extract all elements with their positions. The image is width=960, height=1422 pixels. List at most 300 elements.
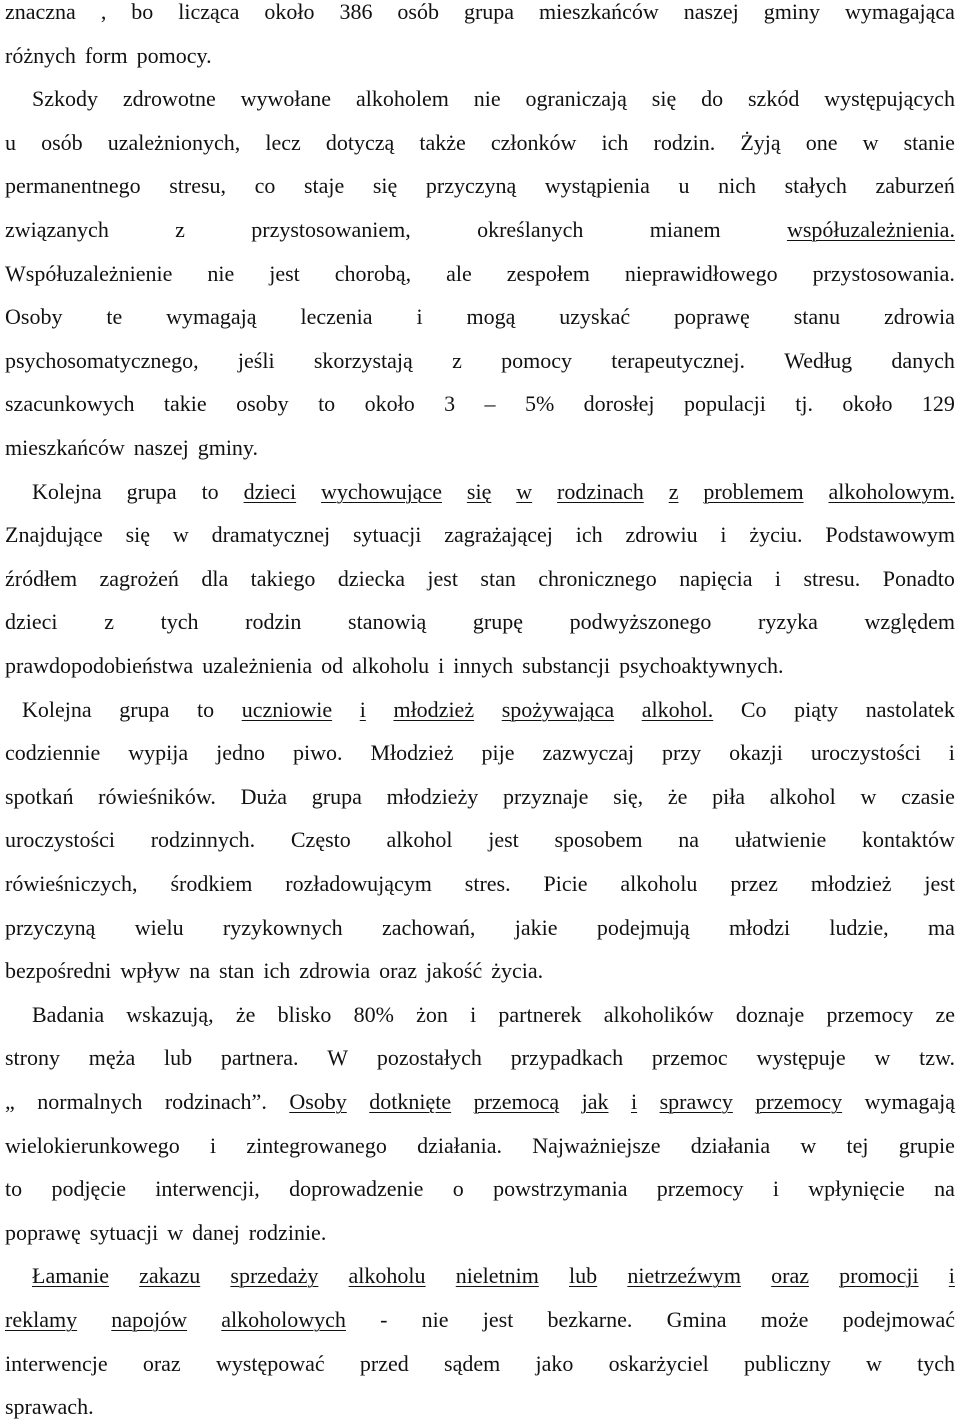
word: one (805, 129, 838, 155)
word: stan (480, 565, 516, 591)
word: do (701, 86, 724, 112)
word: w (860, 783, 877, 809)
word: Według (784, 347, 853, 373)
word: piąty (794, 696, 839, 722)
word: rodzinach (557, 478, 644, 504)
word: sprawcy (659, 1089, 733, 1114)
text-line (5, 869, 955, 899)
text-line (5, 738, 955, 768)
text-line (5, 84, 955, 114)
word: zachowań, (381, 914, 476, 940)
word: jest (427, 565, 458, 591)
text-line (5, 1000, 955, 1030)
text-line (5, 651, 955, 681)
word: z (175, 217, 185, 242)
word: populacji (683, 391, 766, 417)
word: interwencji, (155, 1176, 260, 1202)
word: i (948, 1263, 955, 1289)
word: chorobą, (334, 260, 412, 286)
word: danych (891, 347, 955, 373)
word: Co (740, 696, 767, 722)
word: nastolatek (865, 696, 955, 722)
word: zaburzeń (875, 173, 955, 199)
word: 386 (339, 0, 373, 24)
word: może (760, 1307, 809, 1332)
word: Młodzież (370, 740, 454, 766)
word: oraz (142, 1350, 181, 1376)
word: młodzież (393, 696, 475, 722)
word: tj. (795, 391, 813, 417)
word: wymagająca (844, 0, 955, 24)
text-line (5, 0, 955, 27)
word: napięcia (679, 565, 753, 591)
word: lub (164, 1045, 193, 1071)
word: Picie (543, 871, 588, 896)
word: i (438, 653, 445, 678)
word: i (416, 304, 423, 330)
word: gminy (763, 0, 820, 24)
word: życia. (491, 958, 544, 984)
word: spotkań (5, 783, 74, 809)
word: osób (397, 0, 439, 24)
word: leczenia (300, 304, 373, 330)
word: co (254, 173, 276, 199)
word: alkoholików (603, 1001, 714, 1027)
word: w (167, 1219, 184, 1245)
text-line (5, 1218, 955, 1248)
word: nie (421, 1307, 449, 1332)
text-line (5, 1174, 955, 1204)
word: sytuacji (352, 522, 422, 548)
word: się (466, 478, 492, 504)
word: zagrażającej (444, 522, 553, 548)
word: staje (303, 173, 345, 199)
word: naszej (133, 435, 189, 460)
word: mogą (466, 304, 516, 330)
word: wypija (128, 740, 189, 766)
word: w (172, 522, 189, 548)
word: grupa (126, 478, 177, 504)
word: alkohol (386, 827, 453, 853)
word: tych (160, 609, 199, 635)
word: jest (488, 827, 519, 853)
word: i (772, 1176, 779, 1202)
word: w (874, 1045, 891, 1071)
word: Żyją (740, 129, 781, 155)
word: wymagają (166, 304, 257, 330)
word: jakość (426, 958, 483, 984)
word: oraz (379, 958, 418, 984)
word: Często (290, 827, 351, 853)
word: działania. (417, 1132, 502, 1158)
word: gminy. (197, 435, 258, 460)
word: przemocą (473, 1089, 560, 1114)
word: pomocy (501, 347, 572, 373)
word: rozładowującym (285, 871, 432, 896)
word: ze (935, 1001, 955, 1027)
word: występować (215, 1350, 325, 1376)
word: rówieśniczych, (5, 871, 138, 896)
word: że (235, 1001, 256, 1027)
word: wywołane (240, 86, 332, 112)
word: wielu (134, 914, 184, 940)
word: występuje (756, 1045, 846, 1071)
word: dotknięte (369, 1089, 452, 1114)
word: 5% (524, 391, 555, 417)
word: takiego (250, 565, 316, 591)
word: około (364, 391, 415, 417)
word: pozostałych (376, 1045, 482, 1071)
text-line (5, 695, 955, 725)
word: to (196, 696, 215, 722)
word: danej (192, 1219, 240, 1245)
text-line (5, 1305, 955, 1335)
word: współuzależnienia. (786, 217, 955, 242)
word: osoby (236, 391, 289, 417)
word: i (948, 740, 955, 766)
word: młodzież (810, 871, 892, 896)
word: dla (201, 565, 229, 591)
word: grupa (119, 696, 170, 722)
word: jedno (216, 740, 266, 766)
word: w (865, 1350, 882, 1376)
word: to (318, 391, 336, 417)
text-line (5, 520, 955, 550)
word: jak (581, 1089, 609, 1114)
text-line (5, 1261, 955, 1291)
word: blisko (277, 1001, 332, 1027)
word: jakie (514, 914, 558, 940)
word: ich (575, 522, 603, 548)
word: sprzedaży (230, 1263, 319, 1289)
word: piwo. (292, 740, 343, 766)
word: wskazują, (126, 1001, 214, 1027)
word: doprowadzenie (289, 1176, 424, 1202)
word: u (678, 173, 690, 199)
word: podejmować (842, 1307, 955, 1332)
word: jest (924, 871, 955, 896)
word: przystosowania. (812, 260, 955, 286)
word: zespołem (506, 260, 590, 286)
word: znaczna (5, 0, 76, 24)
word: przez (730, 871, 778, 896)
word: psychosomatycznego, (5, 347, 199, 373)
word: środkiem (170, 871, 253, 896)
word: męża (88, 1045, 136, 1071)
word: wymagają (864, 1089, 955, 1114)
word: także (419, 129, 466, 155)
word: podjęcie (51, 1176, 126, 1202)
word: sytuacji (89, 1219, 159, 1245)
word: Współuzależnienie (5, 260, 173, 286)
word: ich (601, 129, 629, 155)
word: osób (41, 129, 83, 155)
word: i (774, 565, 782, 591)
word: ryzykownych (222, 914, 343, 940)
word: psychoaktywnych. (619, 653, 784, 678)
word: partnera. (220, 1045, 299, 1071)
word: Znajdujące (5, 522, 103, 548)
word: przemocy (755, 1089, 843, 1114)
word: tych (917, 1350, 955, 1376)
word: ma (928, 914, 955, 940)
word: alkoholowym. (828, 478, 955, 504)
word: sądem (444, 1350, 501, 1376)
word: poprawę (674, 304, 750, 330)
word: około (842, 391, 893, 417)
word: rodzin (245, 609, 302, 635)
word: 129 (921, 391, 955, 417)
text-line (5, 564, 955, 594)
word: Osoby (289, 1089, 347, 1114)
word: okazji (729, 740, 783, 766)
word: reklamy (5, 1307, 78, 1332)
word: nich (718, 173, 756, 199)
word: Badania (32, 1001, 105, 1027)
word: alkoholu (348, 1263, 426, 1289)
word: zdrowotne (122, 86, 216, 112)
word: podwyższonego (569, 609, 712, 635)
word: nieprawidłowego (624, 260, 778, 286)
text-line (5, 433, 955, 463)
word: życiu. (749, 522, 803, 548)
word: permanentnego (5, 173, 141, 199)
word: zdrowia (299, 958, 371, 984)
word: chronicznego (538, 565, 657, 591)
word: młodzieży (386, 783, 479, 809)
word: uzależnionych, (107, 129, 241, 155)
word: u (5, 129, 16, 155)
word: Osoby (5, 304, 63, 330)
text-line (5, 128, 955, 158)
word: dorosłej (583, 391, 655, 417)
word: stan (218, 958, 255, 984)
word: różnych (5, 42, 76, 68)
word: prawdopodobieństwa (5, 653, 194, 678)
word: przyczyną (5, 914, 96, 940)
word: stałych (784, 173, 847, 199)
word: oraz (771, 1263, 809, 1289)
word: stresu. (803, 565, 861, 591)
word: i (630, 1089, 638, 1114)
word: żon (416, 1001, 448, 1027)
word: rodzinach”. (164, 1089, 267, 1114)
text-line (5, 1043, 955, 1073)
text-line (5, 1392, 955, 1422)
word: powstrzymania (493, 1176, 628, 1202)
word: występujących (824, 86, 955, 112)
word: grupę (472, 609, 523, 635)
word: alkoholu (620, 871, 698, 896)
word: przyczyną (425, 173, 517, 199)
word: pomocy. (136, 42, 212, 68)
word: w (862, 129, 879, 155)
word: nieletnim (455, 1263, 539, 1289)
word: zakazu (139, 1263, 201, 1289)
word: zagrożeń (99, 565, 179, 591)
word: ryzyka (758, 609, 818, 635)
word: z (104, 609, 114, 635)
word: jest (269, 260, 300, 286)
word: alkohol (769, 783, 836, 809)
word: nie (473, 86, 501, 112)
word: problemem (703, 478, 804, 504)
word: tzw. (919, 1045, 955, 1071)
word: działania (690, 1132, 771, 1158)
word: substancji (522, 653, 611, 678)
word: kontaktów (862, 827, 955, 853)
word: skorzystają (313, 347, 413, 373)
word: poprawę (5, 1219, 81, 1245)
word: sposobem (554, 827, 643, 853)
word: mianem (649, 217, 721, 242)
word: przystosowaniem, (251, 217, 411, 242)
word: 80% (353, 1001, 394, 1027)
word: , (100, 0, 107, 24)
word: szkód (748, 86, 800, 112)
word: 3 (444, 391, 456, 417)
word: tej (846, 1132, 869, 1158)
word: jest (482, 1307, 514, 1332)
word: to (5, 1176, 23, 1202)
word: grupie (898, 1132, 955, 1158)
word: nietrzeźwym (627, 1263, 741, 1289)
word: mieszkańców (539, 0, 659, 24)
word: rodzin. (653, 129, 716, 155)
word: dzieci (5, 609, 58, 635)
word: jeśli (237, 347, 275, 373)
word: doznaje (735, 1001, 805, 1027)
text-line (5, 1349, 955, 1379)
word: lub (569, 1263, 598, 1289)
word: naszej (683, 0, 739, 24)
word: dramatycznej (211, 522, 331, 548)
word: spożywająca (501, 696, 615, 722)
word: alkoholu (352, 653, 430, 678)
word: na (678, 827, 699, 853)
word: przypadkach (510, 1045, 624, 1071)
word: się (651, 86, 677, 112)
text-line (5, 782, 955, 812)
word: związanych (5, 217, 109, 242)
word: przemocy (826, 1001, 914, 1027)
word: wychowujące (321, 478, 442, 504)
text-line (5, 825, 955, 855)
word: zdrowia (884, 304, 955, 330)
word: rodzinie. (248, 1219, 327, 1245)
word: rodzinnych. (150, 827, 256, 853)
word: jako (535, 1350, 574, 1376)
text-line (5, 302, 955, 332)
word: się, (613, 783, 644, 809)
word: zintegrowanego (246, 1132, 387, 1158)
word: - (380, 1307, 388, 1332)
word: oskarżyciel (608, 1350, 709, 1376)
word: normalnych (37, 1089, 143, 1114)
word: partnerek (498, 1001, 582, 1027)
word: Kolejna (32, 478, 102, 504)
word: młodzi (729, 914, 791, 940)
word: te (106, 304, 123, 330)
word: na (189, 958, 210, 984)
word: grupa (463, 0, 515, 24)
word: alkoholem (355, 86, 449, 112)
word: Duża (240, 783, 288, 809)
text-line (5, 346, 955, 376)
word: wpłynięcie (808, 1176, 905, 1202)
word: napojów (111, 1307, 188, 1332)
word: to (201, 478, 219, 504)
word: się (125, 522, 151, 548)
word: terapeutycznej. (611, 347, 745, 373)
word: ułatwienie (734, 827, 827, 853)
word: bezpośredni (5, 958, 112, 984)
word: ale (446, 260, 472, 286)
word: – (484, 391, 496, 417)
word: dziecka (337, 565, 405, 591)
word: przyznaje (502, 783, 589, 809)
word: ludzie, (829, 914, 889, 940)
word: zdrowiu (625, 522, 698, 548)
word: w (516, 478, 533, 504)
word: alkoholowych (221, 1307, 346, 1332)
word: Gmina (666, 1307, 727, 1332)
word: W (327, 1045, 349, 1071)
word: mieszkańców (5, 435, 125, 460)
text-line (5, 607, 955, 637)
word: względem (864, 609, 955, 635)
text-line (5, 956, 955, 986)
text-line (5, 389, 955, 419)
word: form (84, 42, 128, 68)
word: stanu (793, 304, 841, 330)
word: i (720, 522, 727, 548)
word: wystąpienia (544, 173, 650, 199)
word: dzieci (243, 478, 297, 504)
word: czasie (901, 783, 955, 809)
word: z (452, 347, 462, 373)
word: „ (5, 1089, 15, 1114)
word: wpływ (120, 958, 181, 984)
word: strony (5, 1045, 60, 1071)
word: nie (207, 260, 235, 286)
word: że (667, 783, 688, 809)
word: Kolejna (22, 696, 92, 722)
word: uzyskać (559, 304, 631, 330)
word: bezkarne. (547, 1307, 633, 1332)
word: ich (263, 958, 291, 984)
word: członków (490, 129, 577, 155)
text-line (5, 1131, 955, 1161)
word: i (209, 1132, 217, 1158)
word: dotyczą (325, 129, 395, 155)
word: przy (662, 740, 702, 766)
text-line (5, 41, 955, 71)
word: innych (453, 653, 514, 678)
word: alkohol. (641, 696, 714, 722)
word: licząca (178, 0, 240, 24)
word: około (264, 0, 315, 24)
word: grupa (311, 783, 362, 809)
word: szacunkowych (5, 391, 135, 417)
text-line (5, 913, 955, 943)
word: stres. (464, 871, 511, 896)
word: uzależnienia (202, 653, 313, 678)
word: przemoc (651, 1045, 728, 1071)
word: rówieśników. (98, 783, 216, 809)
word: Podstawowym (825, 522, 955, 548)
word: stresu, (169, 173, 227, 199)
